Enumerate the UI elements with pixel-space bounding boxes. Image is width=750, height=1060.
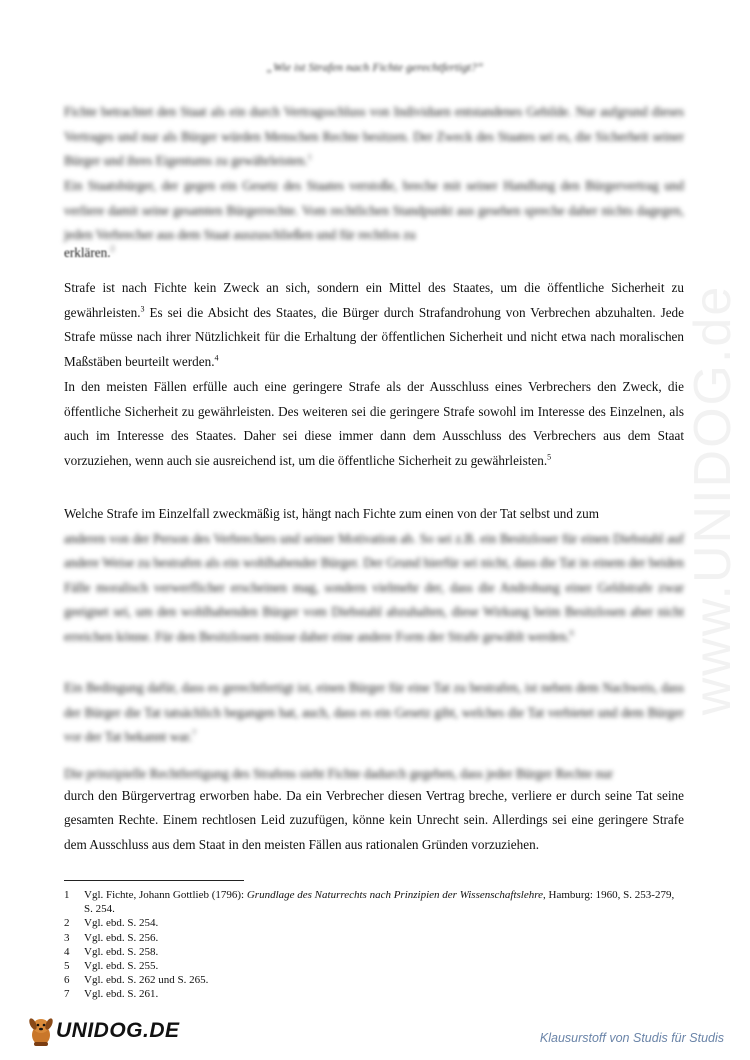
paragraph-1-text: Fichte betrachtet den Staat als ein durch Vertragsschluss von Individuen entstandenes Gebilde. Nur aufgrund dieses Vertrages und nur als Bürger würden Menschen Rechte besitzen. Der Zweck des Staates sei es, die Sicherheit seiner Bürger und ihres Eigentums zu gewährleisten. <box>64 104 684 169</box>
footnote-text: Vgl. ebd. S. 254. <box>84 917 159 930</box>
footnotes <box>64 888 684 1002</box>
footnote-ref-3: 3 <box>140 304 145 314</box>
footnote-ref-6: 6 <box>569 628 574 638</box>
footnote-text: , Hamburg: 1960, S. 253-279, S. 254. <box>84 889 675 916</box>
footnote <box>64 959 684 973</box>
paragraph-2 <box>64 174 684 265</box>
footnote-number: 3 <box>64 931 70 944</box>
paragraph-6 <box>64 676 684 750</box>
paragraph-6-text: Ein Bedingung dafür, dass es gerechtfertigt ist, einen Bürger für eine Tat zu bestrafen, ist neben dem Nachweis, dass der Bürger die Tat tatsächlich begangen hat, auch, dass es ein Gesetz gibt, welches die Tat verbietet und dem Bürger vor der Tat bekannt war. <box>64 680 684 745</box>
footnote-separator <box>64 880 244 881</box>
footnote-text: Vgl. ebd. S. 256. <box>84 931 159 944</box>
paragraph-4 <box>64 375 684 473</box>
footnote-number: 4 <box>64 945 70 958</box>
footnote <box>64 916 684 930</box>
paragraph-3-text-a: Strafe ist nach Fichte kein Zweck an sich, sondern ein Mittel des Staates, um die öffentliche Sicherheit zu gewährleisten. <box>64 280 684 320</box>
paragraph-7-text-b: durch den Bürgervertrag erworben habe. Da ein Verbrecher diesen Vertrag breche, verliere er durch seine Tat seine gesamten Rechte. Einem rechtlosen Leid zuzufügen, könne kein Unrecht sein. Allerdings sei eine geringere Strafe dem Ausschluss aus dem Staat in den meisten Fällen aus rationalen Gründen vorzuziehen. <box>64 787 684 852</box>
paragraph-7-text-a: Die prinzipielle Rechtfertigung des Strafens sieht Fichte dadurch gegeben, dass jeder Bürger Rechte nur <box>64 766 614 781</box>
footnote <box>64 888 684 916</box>
paragraph-5-text-b: anderen von der Person des Verbrechers und seiner Motivation ab. So sei z.B. ein Besitzloser für einen Diebstahl auf andere Weise zu bestrafen als ein wohlhabender Bürger. Der Grund hierfür sei nicht, dass die Tat in einem der beiden Fälle moralisch verwerflicher erscheinen mag, sondern vielmehr der, dass die Androhung einer Geldstrafe zwar geeignet sei, um den wohlhabenden Bürger vom Diebstahl abzuhalten, diese Wirkung beim Besitzlosen aber nicht erreichen könne. Für den Besitzlosen müsse daher eine andere Form der Strafe gewählt werden. <box>64 530 684 644</box>
footnote-number: 7 <box>64 988 70 1001</box>
logo-text: UNIDOG.DE <box>56 1019 180 1042</box>
paragraph-5-text-a: Welche Strafe im Einzelfall zweckmäßig ist, hängt nach Fichte zum einen von der Tat selbst und zum <box>64 506 599 521</box>
footnote-text: Vgl. ebd. S. 258. <box>84 945 159 958</box>
unidog-logo[interactable] <box>24 1012 184 1050</box>
footnote-ref-7: 7 <box>192 728 197 738</box>
paragraph-5 <box>64 502 684 650</box>
footnote-number: 1 <box>64 889 70 901</box>
footnote-text: Vgl. ebd. S. 261. <box>84 988 159 1001</box>
paragraph-3-text-b: Es sei die Absicht des Staates, die Bürger durch Strafandrohung von Verbrechen abzuhalten. Jede Strafe müsse nach ihrer Nützlichkeit für die Erhaltung der öffentlichen Sicherheit und nicht etwa nach moralischen Maßstäben beurteilt werden. <box>64 304 684 369</box>
footnote <box>64 945 684 959</box>
watermark-text: www.UNIDOG.de <box>684 284 742 716</box>
footnote-number: 5 <box>64 960 70 973</box>
footnote-ref-4: 4 <box>214 353 219 363</box>
dog-icon <box>24 1012 58 1048</box>
paragraph-3 <box>64 276 684 374</box>
paragraph-7 <box>64 762 684 857</box>
footnote-number: 6 <box>64 974 70 987</box>
document-title: „Wie ist Strafen nach Fichte gerechtfertigt?“ <box>266 60 484 74</box>
footnote-text: Vgl. ebd. S. 255. <box>84 960 159 973</box>
footnote <box>64 987 684 1001</box>
footnote-number: 2 <box>64 917 70 930</box>
footnote-text: Vgl. Fichte, Johann Gottlieb (1796): <box>84 889 247 901</box>
footnote-book-title: Grundlage des Naturrechts nach Prinzipien der Wissenschaftslehre <box>246 889 544 901</box>
footnote-ref-2: 2 <box>110 244 115 254</box>
footnote <box>64 931 684 945</box>
paragraph-4-text: In den meisten Fällen erfülle auch eine geringere Strafe als der Ausschluss eines Verbrechers den Zweck, die öffentliche Sicherheit zu gewährleisten. Des weiteren sei die geringere Strafe sowohl im Interesse des Einzelnen, als auch im Interesse des Staates. Daher sei diese immer dann dem Ausschluss des Verbrechers aus dem Staat vorzuziehen, wenn auch sie ausreichend ist, um die öffentliche Sicherheit zu gewährleisten. <box>64 379 684 468</box>
footer-tagline: Klausurstoff von Studis für Studis <box>539 1031 724 1045</box>
footnote-text: Vgl. ebd. S. 262 und S. 265. <box>84 974 209 987</box>
footnote-ref-5: 5 <box>547 452 552 462</box>
paragraph-1 <box>64 100 684 174</box>
footnote <box>64 973 684 987</box>
footnote-ref-1: 1 <box>307 152 312 162</box>
paragraph-2-text: Ein Staatsbürger, der gegen ein Gesetz des Staates verstoße, breche mit seiner Handlung den Bürgervertrag und verliere damit seine gesamten Bürgerrechte. Vom rechtlichen Standpunkt aus gesehen spreche daher nichts dagegen, jeden Verbrecher aus dem Staat auszuschließen und für rechtlos zu <box>64 178 684 243</box>
paragraph-2-tail: erklären. <box>64 244 111 260</box>
